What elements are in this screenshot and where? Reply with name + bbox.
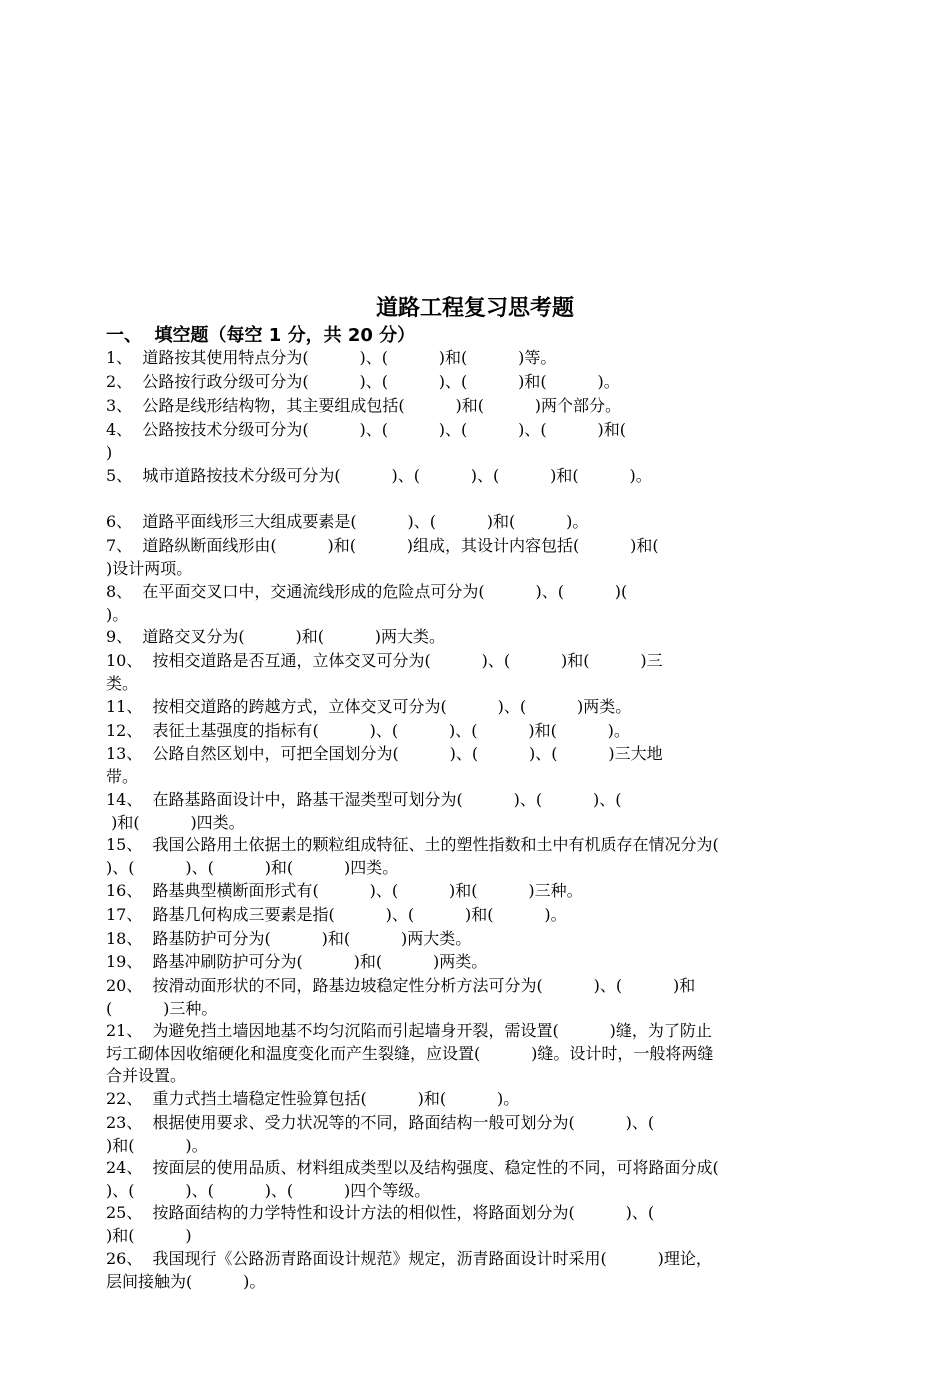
question-26: 26、 我国现行《公路沥青路面设计规范》规定，沥青路面设计时采用( )理论， 层间接触为( )。 bbox=[106, 1249, 712, 1291]
question-11: 11、 按相交道路的跨越方式，立体交叉可分为( )、( )两类。 bbox=[106, 697, 632, 716]
question-21: 21、 为避免挡土墙因地基不均匀沉陷而引起墙身开裂，需设置( )缝，为了防止 圬工砌体因收缩硬化和温度变化而产生裂缝，应设置( )缝。设计时，一般将两缝 合并设置。 bbox=[106, 1021, 714, 1085]
question-12: 12、 表征土基强度的指标有( )、( )、( )和( )。 bbox=[106, 721, 630, 740]
question-10: 10、 按相交道路是否互通，立体交叉可分为( )、( )和( )三 类。 bbox=[106, 651, 663, 693]
question-23: 23、 根据使用要求、受力状况等的不同，路面结构一般可划分为( )、( )和( )。 bbox=[106, 1113, 655, 1155]
question-2: 2、 公路按行政分级可分为( )、( )、( )和( )。 bbox=[106, 372, 620, 391]
section-heading-fill-in-blank: 一、 填空题（每空 1 分，共 20 分） bbox=[106, 325, 416, 346]
question-15: 15、 我国公路用土依据土的颗粒组成特征、土的塑性指数和土中有机质存在情况分为( )、( )、( )和( )四类。 bbox=[106, 835, 719, 877]
question-7: 7、 道路纵断面线形由( )和( )组成，其设计内容包括( )和( )设计两项。 bbox=[106, 536, 659, 578]
question-8: 8、 在平面交叉口中，交通流线形成的危险点可分为( )、( )( )。 bbox=[106, 582, 628, 624]
question-18: 18、 路基防护可分为( )和( )两大类。 bbox=[106, 929, 472, 948]
question-19: 19、 路基冲刷防护可分为( )和( )两类。 bbox=[106, 952, 488, 971]
document-title: 道路工程复习思考题 bbox=[375, 296, 574, 321]
question-20: 20、 按滑动面形状的不同，路基边坡稳定性分析方法可分为( )、( )和 ( )三种。 bbox=[106, 976, 696, 1018]
question-4: 4、 公路按技术分级可分为( )、( )、( )、( )和( ) bbox=[106, 420, 626, 462]
question-16: 16、 路基典型横断面形式有( )、( )和( )三种。 bbox=[106, 881, 583, 900]
question-9: 9、 道路交叉分为( )和( )两大类。 bbox=[106, 627, 446, 646]
question-1: 1、 道路按其使用特点分为( )、( )和( )等。 bbox=[106, 348, 557, 367]
question-25: 25、 按路面结构的力学特性和设计方法的相似性，将路面划分为( )、( )和( ) bbox=[106, 1203, 655, 1245]
question-22: 22、 重力式挡土墙稳定性验算包括( )和( )。 bbox=[106, 1089, 520, 1108]
question-14: 14、 在路基路面设计中，路基干湿类型可划分为( )、( )、( )和( )四类。 bbox=[106, 790, 622, 832]
question-13: 13、 公路自然区划中，可把全国划分为( )、( )、( )三大地 带。 bbox=[106, 744, 663, 786]
question-17: 17、 路基几何构成三要素是指( )、( )和( )。 bbox=[106, 905, 567, 924]
question-24: 24、 按面层的使用品质、材料组成类型以及结构强度、稳定性的不同，可将路面分成( )、( )、( )、( )四个等级。 bbox=[106, 1158, 719, 1200]
question-6: 6、 道路平面线形三大组成要素是( )、( )和( )。 bbox=[106, 512, 589, 531]
question-3: 3、 公路是线形结构物，其主要组成包括( )和( )两个部分。 bbox=[106, 396, 622, 415]
question-5: 5、 城市道路按技术分级可分为( )、( )、( )和( )。 bbox=[106, 466, 652, 485]
